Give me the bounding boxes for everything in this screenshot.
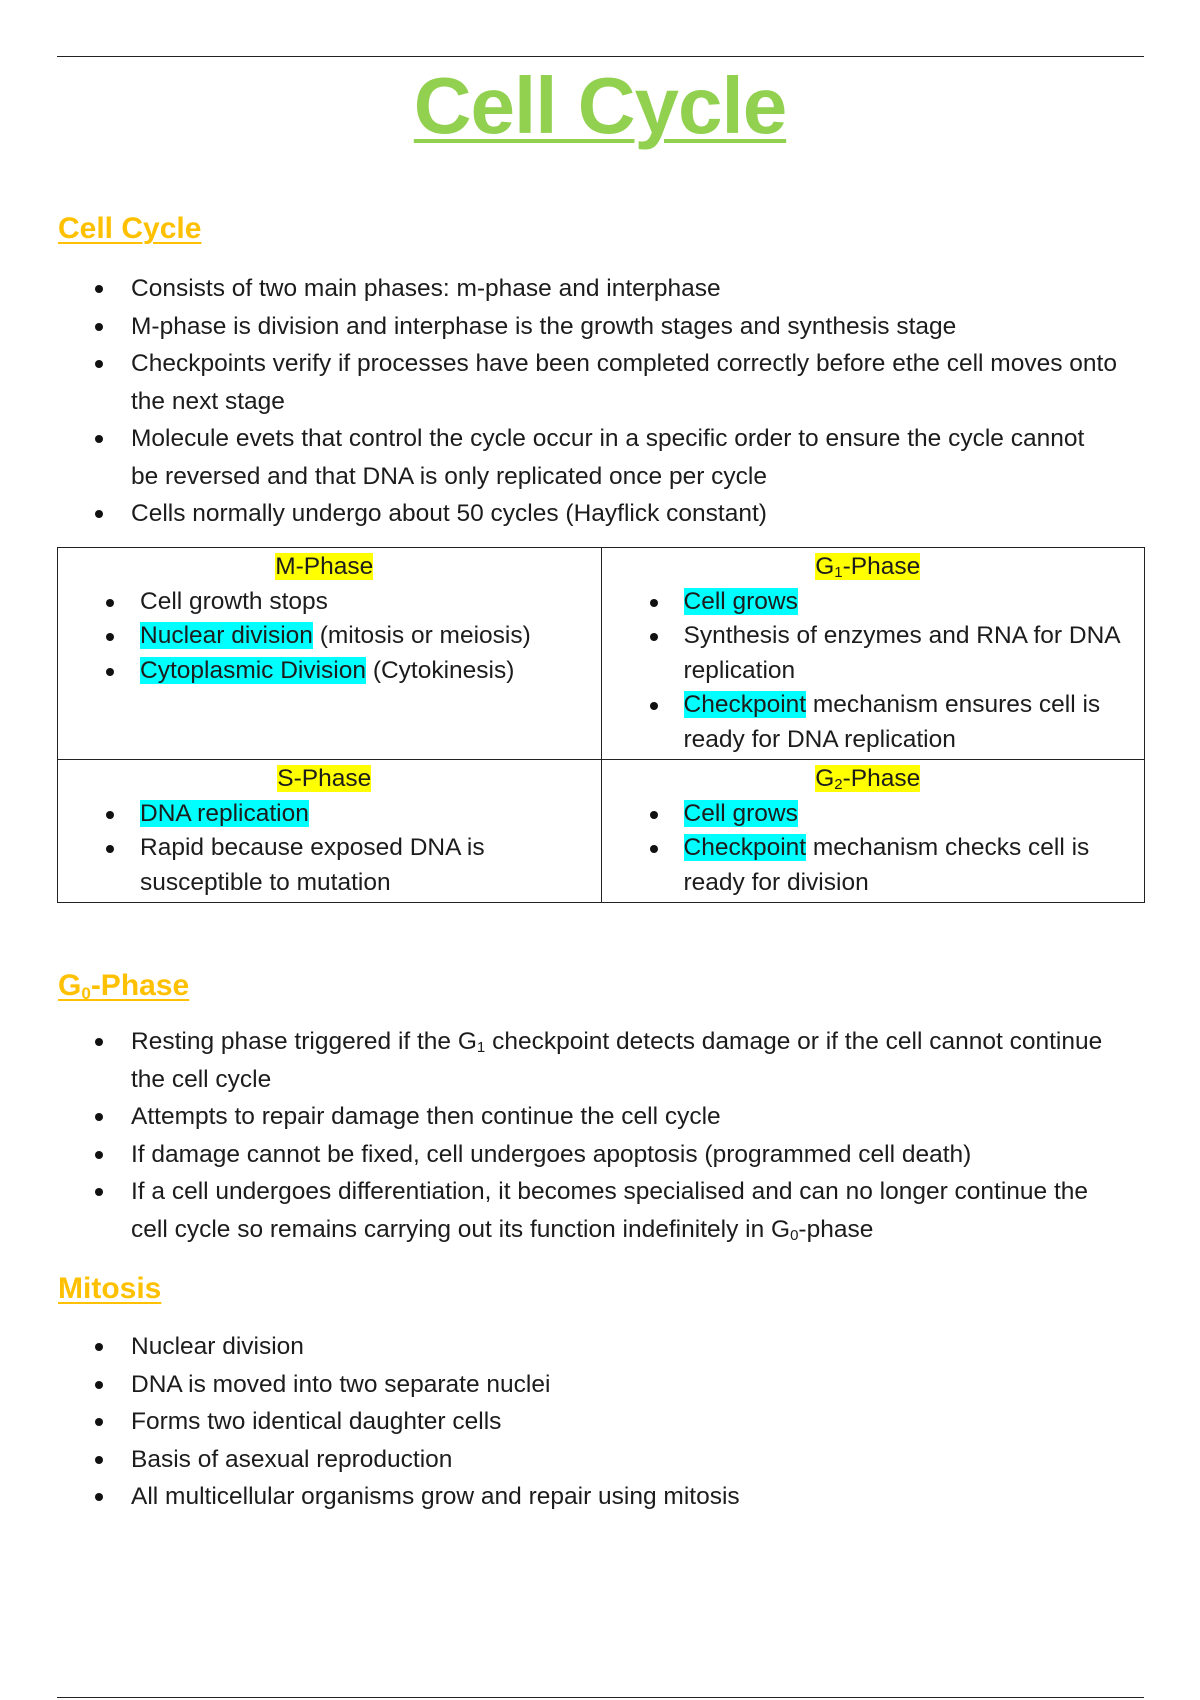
list-item: Cell growth stops (58, 585, 591, 620)
list-item: M-phase is division and interphase is the growth stages and synthesis stage (58, 308, 1118, 346)
list-item: Cell grows (602, 797, 1135, 832)
g0-phase-heading: $G_0$-Phase (58, 969, 190, 1003)
g2-phase-list (602, 797, 1135, 901)
g1-phase-list (602, 585, 1135, 758)
list-item: Cells normally undergo about 50 cycles (Hayflick constant) (58, 495, 1118, 533)
g2-phase-title: $G_2$-Phase (815, 765, 921, 793)
list-item: Molecule evets that control the cycle occur in a specific order to ensure the cycle cannot be reversed and that DNA is only replicated once per cycle (58, 420, 1118, 495)
list-item: Checkpoints verify if processes have been completed correctly before ethe cell moves onto the next stage (58, 345, 1118, 420)
s-phase-cell (58, 760, 602, 903)
list-item: DNA replication (58, 797, 591, 832)
mitosis-heading: Mitosis (58, 1272, 162, 1305)
g0-phase-list (58, 1023, 1118, 1248)
header-rule (57, 56, 1144, 57)
s-phase-list (58, 797, 591, 901)
list-item: Checkpoint mechanism checks cell is ready for division (602, 831, 1135, 900)
m-phase-title: M-Phase (275, 553, 374, 580)
list-item: All multicellular organisms grow and repair using mitosis (58, 1478, 1118, 1516)
list-item: If a cell undergoes differentiation, it becomes specialised and can no longer continue the cell cycle so remains carrying out its function indefinitely in $G_0$-phase (58, 1173, 1118, 1248)
cell-cycle-list (58, 270, 1118, 533)
list-item: Forms two identical daughter cells (58, 1403, 1118, 1441)
table-row (58, 548, 1145, 760)
mitosis-list (58, 1328, 1118, 1516)
list-item: Nuclear division (58, 1328, 1118, 1366)
cell-cycle-heading: Cell Cycle (58, 212, 202, 245)
list-item: Cell grows (602, 585, 1135, 620)
table-row (58, 760, 1145, 903)
list-item: Attempts to repair damage then continue the cell cycle (58, 1098, 1118, 1136)
list-item: Rapid because exposed DNA is susceptible to mutation (58, 831, 591, 900)
m-phase-list (58, 585, 591, 689)
list-item: DNA is moved into two separate nuclei (58, 1366, 1118, 1404)
g1-phase-cell (601, 548, 1145, 760)
list-item: If damage cannot be fixed, cell undergoes apoptosis (programmed cell death) (58, 1136, 1118, 1174)
g2-phase-cell (601, 760, 1145, 903)
page-title: Cell Cycle (413, 61, 787, 150)
list-item: Synthesis of enzymes and RNA for DNA replication (602, 619, 1135, 688)
list-item: Basis of asexual reproduction (58, 1441, 1118, 1479)
footer-rule (57, 1697, 1144, 1698)
list-item: Consists of two main phases: m-phase and interphase (58, 270, 1118, 308)
s-phase-title: S-Phase (277, 765, 372, 792)
phases-table (57, 547, 1145, 903)
list-item: Nuclear division (mitosis or meiosis) (58, 619, 591, 654)
list-item: Checkpoint mechanism ensures cell is ready for DNA replication (602, 688, 1135, 757)
list-item: Resting phase triggered if the $G_1$ checkpoint detects damage or if the cell cannot continue the cell cycle (58, 1023, 1118, 1098)
m-phase-cell (58, 548, 602, 760)
g1-phase-title: $G_1$-Phase (815, 553, 921, 581)
list-item: Cytoplasmic Division (Cytokinesis) (58, 654, 591, 689)
